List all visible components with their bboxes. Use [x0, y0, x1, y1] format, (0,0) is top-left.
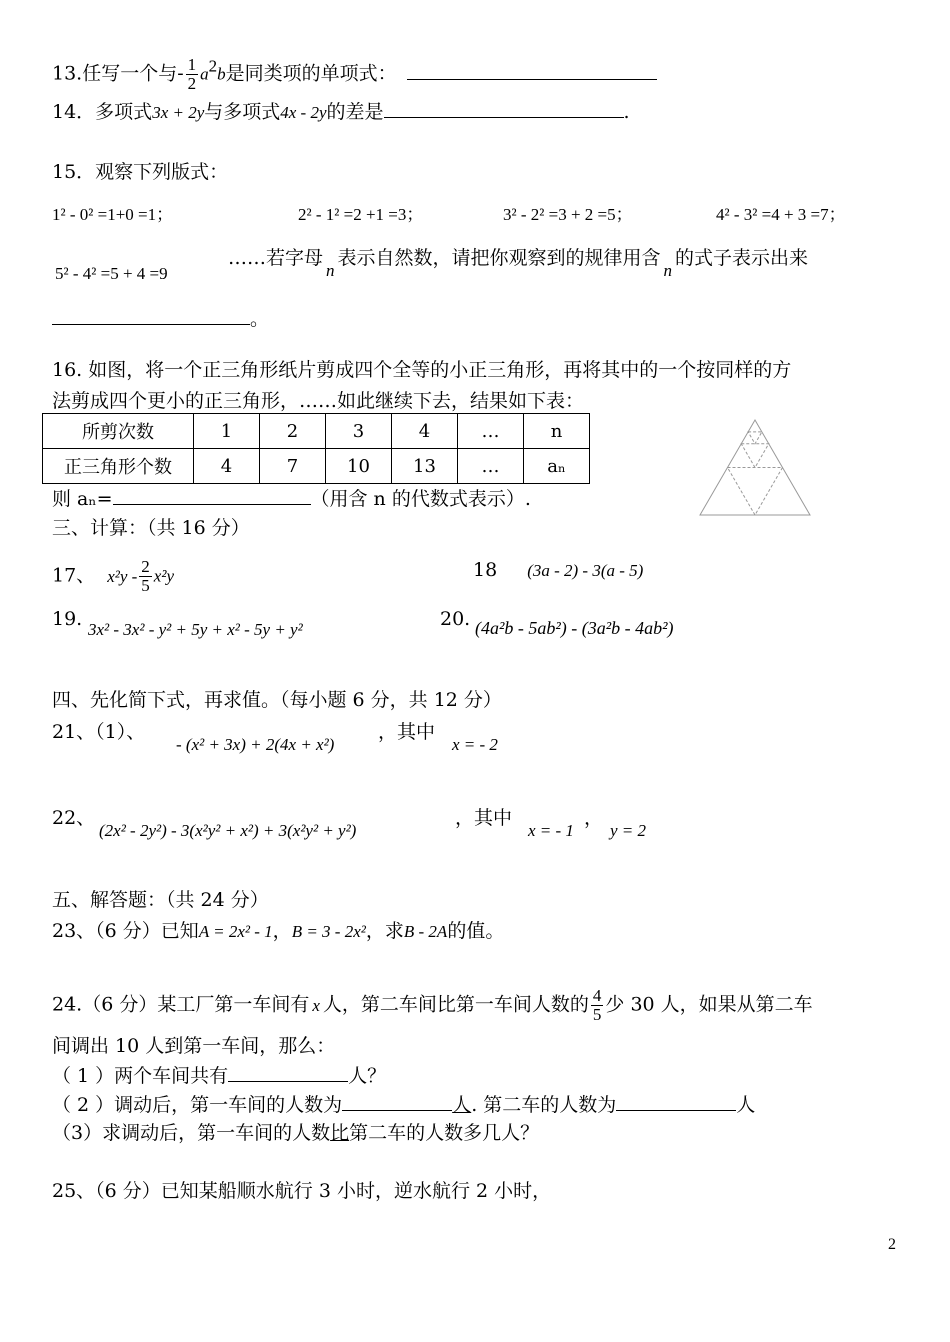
- q22-cond2: y = 2: [610, 821, 647, 840]
- table-cell: …: [458, 414, 524, 449]
- question-23: 23、（6 分）已知A = 2x² - 1，B = 3 - 2x²，求B - 2A的值。: [52, 920, 505, 942]
- question-19: 19.: [52, 608, 83, 630]
- q21-cond: x = - 2: [452, 735, 498, 754]
- q15-answer-line: 。: [52, 306, 269, 331]
- triangle-figure: [690, 415, 820, 519]
- table-cell: 3: [326, 414, 392, 449]
- q20-expr: (4a²b - 5ab²) - (3a²b - 4ab²): [475, 618, 674, 638]
- question-18: 18 (3a - 2) - 3(a - 5): [473, 559, 644, 581]
- q15-answer-blank[interactable]: [52, 306, 250, 325]
- question-24: 24.（6 分）某工厂第一车间有 x 人，第二车间比第一车间人数的 $\frac{4}{5}$ 少 30 人，如果从第二车: [52, 986, 813, 1024]
- question-14: 14．多项式3x + 2y与多项式4x - 2y的差是 .: [52, 101, 630, 123]
- q19-expr: 3x² - 3x² - y² + 5y + x² - 5y + y²: [88, 620, 303, 639]
- question-13: 13.任写一个与- $\frac{1}{2}$ $a^2b$是同类项的单项式：: [52, 56, 657, 93]
- table-row: [43, 449, 590, 484]
- question-20: 20.: [440, 608, 471, 630]
- section4-heading: 四、先化简下式，再求值。（每小题 6 分，共 12 分）: [52, 689, 502, 711]
- q15-rule-text: ……若字母n表示自然数，请把你观察到的规律用含n的式子表示出来: [228, 247, 809, 280]
- q24-sub2-blank2[interactable]: [616, 1092, 736, 1111]
- q15-eq4: 4² - 3² =4 + 3 =7；: [716, 205, 846, 224]
- table-cell: 13: [392, 449, 458, 484]
- section3-heading: 三、计算：（共 16 分）: [52, 517, 250, 539]
- table-cell: …: [458, 449, 524, 484]
- page-number: 2: [888, 1236, 896, 1253]
- q22-cond1: x = - 1: [528, 821, 574, 840]
- q15-eq3: 3² - 2² =3 + 2 =5；: [503, 205, 633, 224]
- q15-heading: 15．观察下列版式：: [52, 161, 229, 183]
- q16-answer: 则 aₙ= （用含 n 的代数式表示）.: [52, 488, 531, 510]
- question-25: 25、（6 分）已知某船顺水航行 3 小时，逆水航行 2 小时，: [52, 1180, 552, 1202]
- table-cell: 4: [194, 449, 260, 484]
- question-22: 22、: [52, 807, 96, 829]
- q22-where: ，其中: [455, 807, 513, 829]
- q16-line1: 16. 如图，将一个正三角形纸片剪成四个全等的小正三角形，再将其中的一个按同样的方: [52, 359, 792, 381]
- question-21: 21、（1）、: [52, 721, 146, 743]
- table-row: [43, 414, 590, 449]
- question-17: 17、 x²y - $\frac{2}{5}$ x²y: [52, 557, 174, 595]
- q15-eq5: 5² - 4² =5 + 4 =9: [55, 264, 168, 283]
- cut-table: [42, 413, 590, 484]
- table-cell: 所剪次数: [43, 414, 194, 449]
- table-cell: 4: [392, 414, 458, 449]
- table-cell: n: [524, 414, 590, 449]
- section5-heading: 五、解答题：（共 24 分）: [52, 889, 269, 911]
- q24-sub1: （ 1 ）两个车间共有 人？: [52, 1065, 387, 1087]
- q21-expr: - (x² + 3x) + 2(4x + x²): [176, 735, 335, 754]
- table-cell: 7: [260, 449, 326, 484]
- q24-sub1-blank[interactable]: [228, 1063, 348, 1082]
- q15-eq1: 1² - 0² =1+0 =1；: [52, 205, 174, 224]
- q15-eq2: 2² - 1² =2 +1 =3；: [298, 205, 424, 224]
- q13-fraction: $\frac{1}{2}$: [187, 55, 197, 93]
- q24-sub2-blank1[interactable]: [342, 1092, 452, 1111]
- q21-where: ，其中: [378, 721, 436, 743]
- q16-line2: 法剪成四个更小的正三角形，……如此继续下去，结果如下表：: [52, 390, 585, 412]
- q14-answer-blank[interactable]: [384, 99, 624, 118]
- table-cell: 2: [260, 414, 326, 449]
- q24-line2: 间调出 10 人到第一车间，那么：: [52, 1035, 336, 1057]
- q22-expr: (2x² - 2y²) - 3(x²y² + x²) + 3(x²y² + y²): [99, 821, 357, 840]
- q22-sep: ，: [584, 807, 604, 829]
- table-cell: 正三角形个数: [43, 449, 194, 484]
- q13-prefix: 13.任写一个与-: [52, 62, 184, 85]
- table-cell: aₙ: [524, 449, 590, 484]
- q13-answer-blank[interactable]: [407, 61, 657, 80]
- table-cell: 10: [326, 449, 392, 484]
- q24-sub3: （3）求调动后，第一车间的人数比第二车的人数多几人？: [52, 1122, 540, 1144]
- table-cell: 1: [194, 414, 260, 449]
- q16-answer-blank[interactable]: [113, 486, 311, 505]
- q24-sub2: （ 2 ）调动后，第一车间的人数为 人. 第二车的人数为 人: [52, 1094, 756, 1116]
